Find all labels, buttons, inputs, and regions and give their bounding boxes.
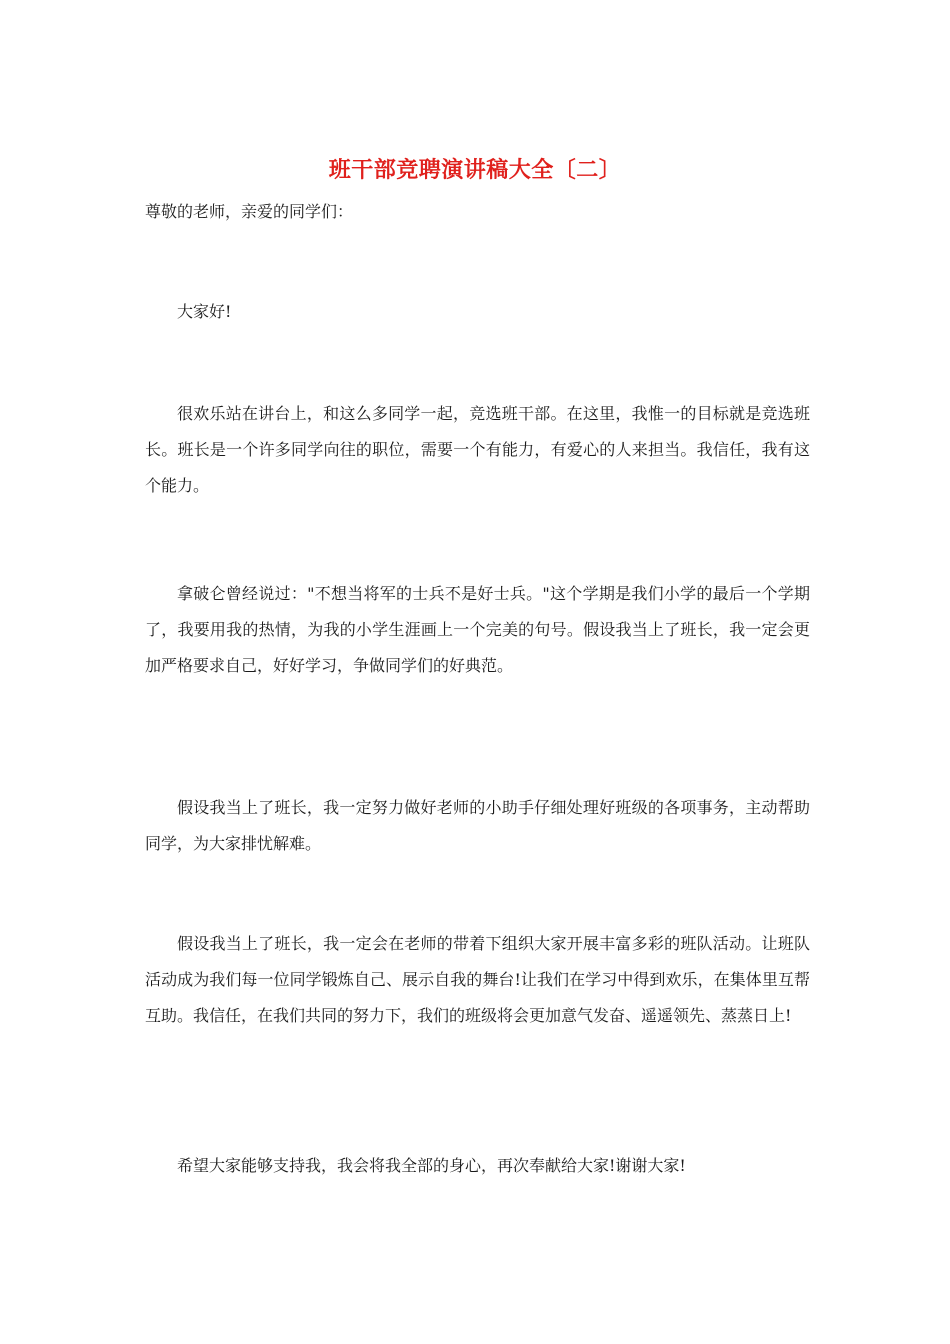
paragraph-activities: 假设我当上了班长，我一定会在老师的带着下组织大家开展丰富多彩的班队活动。让班队活动成为我们每一位同学锻炼自己、展示自我的舞台!让我们在学习中得到欢乐，在集体里互帮互助。我信任，在我们共同的努力下，我们的班级将会更加意气发奋、遥遥领先、蒸蒸日上! bbox=[145, 934, 810, 1025]
paragraph-intro: 很欢乐站在讲台上，和这么多同学一起，竞选班干部。在这里，我惟一的目标就是竞选班长。班长是一个许多同学向往的职位，需要一个有能力，有爱心的人来担当。我信任，我有这个能力。 bbox=[145, 404, 810, 495]
paragraph-napoleon: 拿破仑曾经说过："不想当将军的士兵不是好士兵。"这个学期是我们小学的最后一个学期了，我要用我的热情，为我的小学生涯画上一个完美的句号。假设我当上了班长，我一定会更加严格要求自己，好好学习，争做同学们的好典范。 bbox=[145, 584, 810, 675]
document-title: 班干部竞聘演讲稿大全〔二〕 bbox=[328, 157, 622, 183]
paragraph-closing: 希望大家能够支持我，我会将我全部的身心，再次奉献给大家!谢谢大家! bbox=[177, 1156, 686, 1175]
salutation: 尊敬的老师，亲爱的同学们： bbox=[145, 202, 354, 221]
paragraph-greeting: 大家好! bbox=[177, 302, 232, 321]
paragraph-helper: 假设我当上了班长，我一定努力做好老师的小助手仔细处理好班级的各项事务，主动帮助同学，为大家排忧解难。 bbox=[145, 798, 810, 853]
